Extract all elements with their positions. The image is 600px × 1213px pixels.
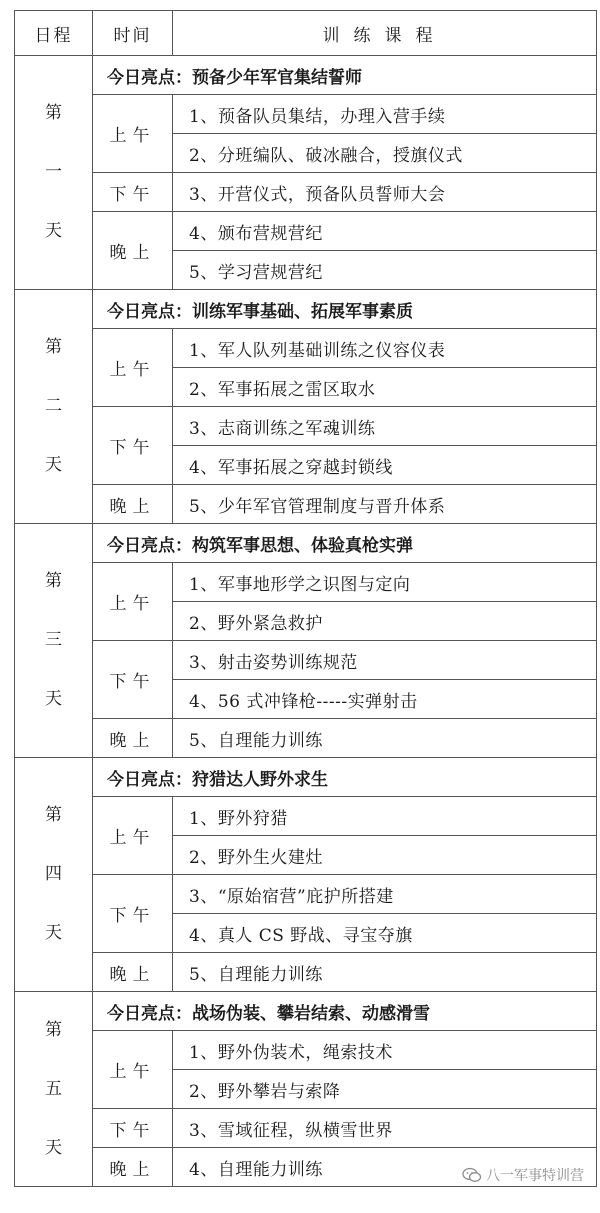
day-label-spacer [15, 1098, 92, 1140]
session-time: 下午 [93, 875, 173, 953]
table-row [15, 173, 597, 212]
session-time: 下午 [93, 173, 173, 212]
course-item: 1、预备队员集结，办理入营手续 [173, 95, 597, 134]
day-highlight: 今日亮点：构筑军事思想、体验真枪实弹 [93, 524, 597, 563]
course-item: 4、军事拓展之穿越封锁线 [173, 446, 597, 485]
session-time: 下午 [93, 641, 173, 719]
day-label-char: 天 [45, 923, 62, 943]
table-row [15, 953, 597, 992]
course-item: 5、自理能力训练 [173, 953, 597, 992]
header-time: 时间 [93, 11, 173, 56]
course-item: 5、学习营规营纪 [173, 251, 597, 290]
watermark-text: 八一军事特训营 [486, 1168, 584, 1184]
day-label-char: 第 [45, 337, 62, 357]
course-item: 4、颁布营规营纪 [173, 212, 597, 251]
table-row [15, 407, 597, 446]
day-label-spacer [15, 883, 92, 925]
day-label-char: 五 [45, 1078, 62, 1099]
day-highlight-row [15, 290, 597, 329]
course-item: 3、开营仪式，预备队员誓师大会 [173, 173, 597, 212]
course-item: 4、真人 CS 野战、寻宝夺旗 [173, 914, 597, 953]
day-highlight: 今日亮点：预备少年军官集结誓师 [93, 56, 597, 95]
course-item: 3、射击姿势训练规范 [173, 641, 597, 680]
day-label [15, 56, 93, 290]
day-label-char: 天 [45, 455, 62, 475]
course-item: 4、自理能力训练 [173, 1148, 597, 1187]
course-item: 3、志商训练之军魂训练 [173, 407, 597, 446]
table-row [15, 485, 597, 524]
session-time: 晚上 [93, 1148, 173, 1187]
table-row [15, 212, 597, 251]
session-time: 上午 [93, 1031, 173, 1109]
table-row [15, 1031, 597, 1070]
header-day: 日程 [15, 11, 93, 56]
day-label-spacer [15, 590, 92, 632]
course-item: 2、野外攀岩与索降 [173, 1070, 597, 1109]
schedule-table [14, 10, 597, 1187]
course-item: 1、军人队列基础训练之仪容仪表 [173, 329, 597, 368]
day-label [15, 992, 93, 1187]
day-highlight-row [15, 524, 597, 563]
table-row [15, 1109, 597, 1148]
day-highlight: 今日亮点：战场伪装、攀岩结索、动感滑雪 [93, 992, 597, 1031]
day-label-char: 天 [45, 689, 62, 709]
session-time: 上午 [93, 329, 173, 407]
day-label-spacer [15, 824, 92, 866]
day-label-spacer [15, 1039, 92, 1081]
course-item: 4、56 式冲锋枪-----实弹射击 [173, 680, 597, 719]
course-item: 2、军事拓展之雷区取水 [173, 368, 597, 407]
wechat-icon [462, 1167, 482, 1183]
watermark [460, 1165, 586, 1185]
day-label-char: 四 [45, 864, 62, 884]
course-item: 5、少年军官管理制度与晋升体系 [173, 485, 597, 524]
course-item: 2、分班编队、破冰融合，授旗仪式 [173, 134, 597, 173]
course-item: 3、“原始宿营”庇护所搭建 [173, 875, 597, 914]
day-label-char: 第 [45, 805, 62, 825]
session-time: 下午 [93, 1109, 173, 1148]
day-label-spacer [15, 122, 92, 164]
session-time: 晚上 [93, 485, 173, 524]
table-row [15, 329, 597, 368]
table-row [15, 719, 597, 758]
day-highlight-row [15, 758, 597, 797]
day-label-char: 天 [45, 1137, 62, 1158]
day-label-char: 第 [45, 103, 62, 123]
day-label-char: 第 [45, 571, 62, 591]
session-time: 晚上 [93, 953, 173, 992]
day-label-char: 第 [45, 1019, 62, 1040]
day-label-spacer [15, 181, 92, 223]
table-row [15, 641, 597, 680]
day-label-spacer [15, 415, 92, 457]
day-highlight-row [15, 992, 597, 1031]
course-item: 5、自理能力训练 [173, 719, 597, 758]
session-time: 上午 [93, 95, 173, 173]
course-item: 1、野外伪装术，绳索技术 [173, 1031, 597, 1070]
day-label-spacer [15, 649, 92, 691]
day-label-char: 三 [45, 630, 62, 650]
session-time: 上午 [93, 797, 173, 875]
day-highlight-row [15, 56, 597, 95]
day-label-char: 一 [45, 162, 62, 182]
course-item: 3、雪域征程，纵横雪世界 [173, 1109, 597, 1148]
table-row [15, 563, 597, 602]
header-row [15, 11, 597, 56]
schedule-body [15, 56, 597, 1187]
day-label [15, 290, 93, 524]
header-course: 训练课程 [173, 11, 597, 56]
day-label [15, 758, 93, 992]
course-item: 1、野外狩猎 [173, 797, 597, 836]
day-label-spacer [15, 356, 92, 398]
table-row [15, 797, 597, 836]
course-item: 2、野外紧急救护 [173, 602, 597, 641]
session-time: 晚上 [93, 719, 173, 758]
session-time: 下午 [93, 407, 173, 485]
course-item: 2、野外生火建灶 [173, 836, 597, 875]
table-row [15, 95, 597, 134]
day-highlight: 今日亮点：狩猎达人野外求生 [93, 758, 597, 797]
day-label [15, 524, 93, 758]
session-time: 上午 [93, 563, 173, 641]
session-time: 晚上 [93, 212, 173, 290]
day-highlight: 今日亮点：训练军事基础、拓展军事素质 [93, 290, 597, 329]
day-label-char: 二 [45, 396, 62, 416]
course-item: 1、军事地形学之识图与定向 [173, 563, 597, 602]
table-row [15, 875, 597, 914]
day-label-char: 天 [45, 221, 62, 241]
